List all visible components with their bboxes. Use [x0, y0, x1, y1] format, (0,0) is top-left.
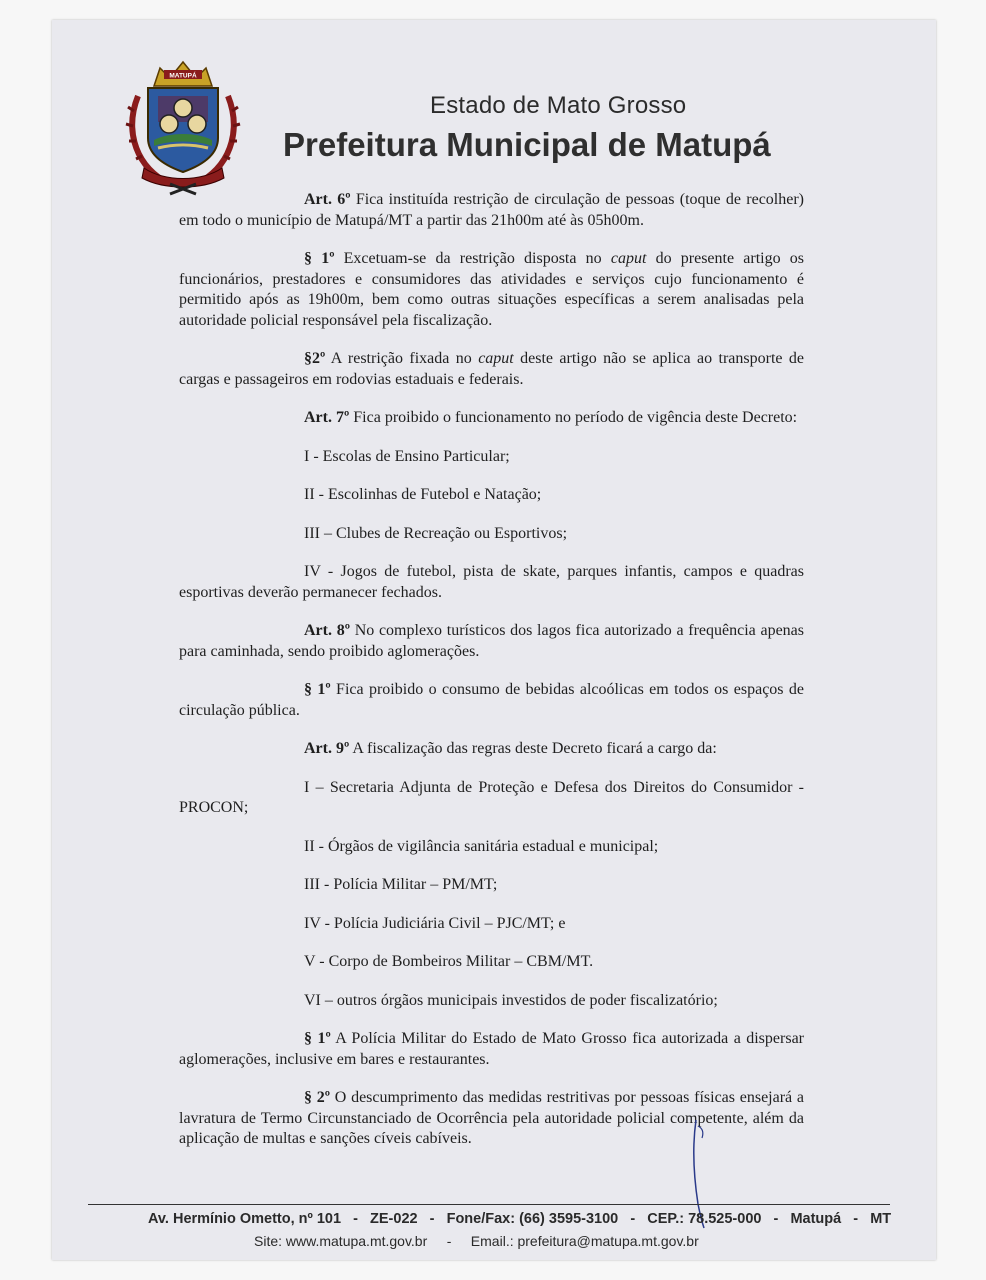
footer-contact: Site: www.matupa.mt.gov.br - Email.: prefeitura@matupa.mt.gov.br: [254, 1233, 699, 1249]
paragraph-text: O descumprimento das medidas restritivas por pessoas físicas ensejará a lavratura de Termo Circunstanciado de Ocorrência pela autoridade policial competente, além da aplicação de multas e sanções cíveis cabíveis.: [179, 1089, 805, 1147]
article-7-item-4: IV - Jogos de futebol, pista de skate, parques infantis, campos e quadras esportivas deverão permanecer fechados.: [179, 563, 804, 601]
article-9-item-2: II - Órgãos de vigilância sanitária estadual e municipal;: [304, 837, 659, 855]
paragraph-label: § 1º: [304, 1030, 331, 1047]
article-7-text: Fica proibido o funcionamento no período de vigência deste Decreto:: [349, 409, 798, 426]
article-6: [179, 190, 804, 231]
article-9-item-3: III - Polícia Militar – PM/MT;: [304, 876, 498, 893]
paragraph-text: Excetuam-se da restrição disposta no: [334, 250, 611, 267]
decree-body: [179, 190, 804, 1150]
article-6-text: Fica instituída restrição de circulação de pessoas (toque de recolher) em todo o município de Matupá/MT a partir das 21h00m até às 05h00m.: [179, 191, 805, 229]
article-7-item-1: I - Escolas de Ensino Particular;: [304, 447, 510, 465]
state-name: Estado de Mato Grosso: [430, 92, 687, 119]
paragraph-text: deste artigo não se aplica ao transporte de cargas e passageiros em rodovias estaduais e federais.: [179, 350, 805, 388]
municipal-coat-of-arms: [124, 56, 242, 196]
footer-divider: [88, 1204, 890, 1205]
article-9-item-1: I – Secretaria Adjunta de Proteção e Defesa dos Direitos do Consumidor - PROCON;: [179, 778, 804, 816]
article-9-paragraph-1: [179, 1029, 804, 1070]
paragraph-italic-term: caput: [478, 350, 514, 367]
crest-label: MATUPÁ: [169, 72, 197, 80]
article-6-paragraph-2: [179, 349, 804, 390]
article-7-item-2: II - Escolinhas de Futebol e Natação;: [304, 486, 542, 503]
article-9-label: Art. 9º: [304, 740, 350, 757]
article-8-text: No complexo turísticos dos lagos fica autorizado a frequência apenas para caminhada, sendo proibido aglomerações.: [179, 622, 805, 660]
article-7-item-3: III – Clubes de Recreação ou Esportivos;: [304, 524, 568, 542]
city-hall-title: Prefeitura Municipal de Matupá: [283, 126, 771, 163]
article-9-item-5: V - Corpo de Bombeiros Militar – CBM/MT.: [304, 953, 594, 970]
article-9-item-6: VI – outros órgãos municipais investidos de poder fiscalizatório;: [304, 991, 718, 1009]
paragraph-text: do presente artigo os funcionários, prestadores e consumidores das atividades e serviços cujo funcionamento é permitido após as 19h00m, bem como outras situações específicas a serem analisadas pela autoridade policial responsável pela fiscalização.: [179, 250, 804, 329]
paragraph-label: § 1º: [304, 681, 331, 698]
article-7: [179, 408, 804, 429]
article-7-label: Art. 7º: [304, 409, 350, 426]
article-9: [179, 739, 804, 760]
paragraph-italic-term: caput: [610, 250, 647, 267]
paragraph-label: § 2º: [304, 1089, 331, 1106]
paragraph-label: §2º: [304, 350, 326, 367]
article-8-label: Art. 8º: [304, 622, 350, 639]
paragraph-text: Fica proibido o consumo de bebidas alcoólicas em todos os espaços de circulação pública.: [179, 681, 805, 719]
article-8: [179, 621, 804, 662]
article-8-paragraph-1: [179, 680, 804, 721]
article-9-text: A fiscalização das regras deste Decreto ficará a cargo da:: [349, 740, 717, 757]
paragraph-label: § 1º: [304, 250, 335, 267]
article-6-label: Art. 6º: [304, 191, 351, 208]
article-6-paragraph-1: [179, 249, 804, 331]
paragraph-text: A restrição fixada no: [325, 350, 479, 367]
footer-address: Av. Hermínio Ometto, nº 101 - ZE-022 - Fone/Fax: (66) 3595-3100 - CEP.: 78.525-000 - Matupá - MT: [148, 1211, 892, 1227]
paragraph-text: A Polícia Militar do Estado de Mato Grosso fica autorizada a dispersar aglomerações, inclusive em bares e restaurantes.: [179, 1030, 804, 1068]
article-9-item-4: IV - Polícia Judiciária Civil – PJC/MT; e: [304, 914, 566, 932]
